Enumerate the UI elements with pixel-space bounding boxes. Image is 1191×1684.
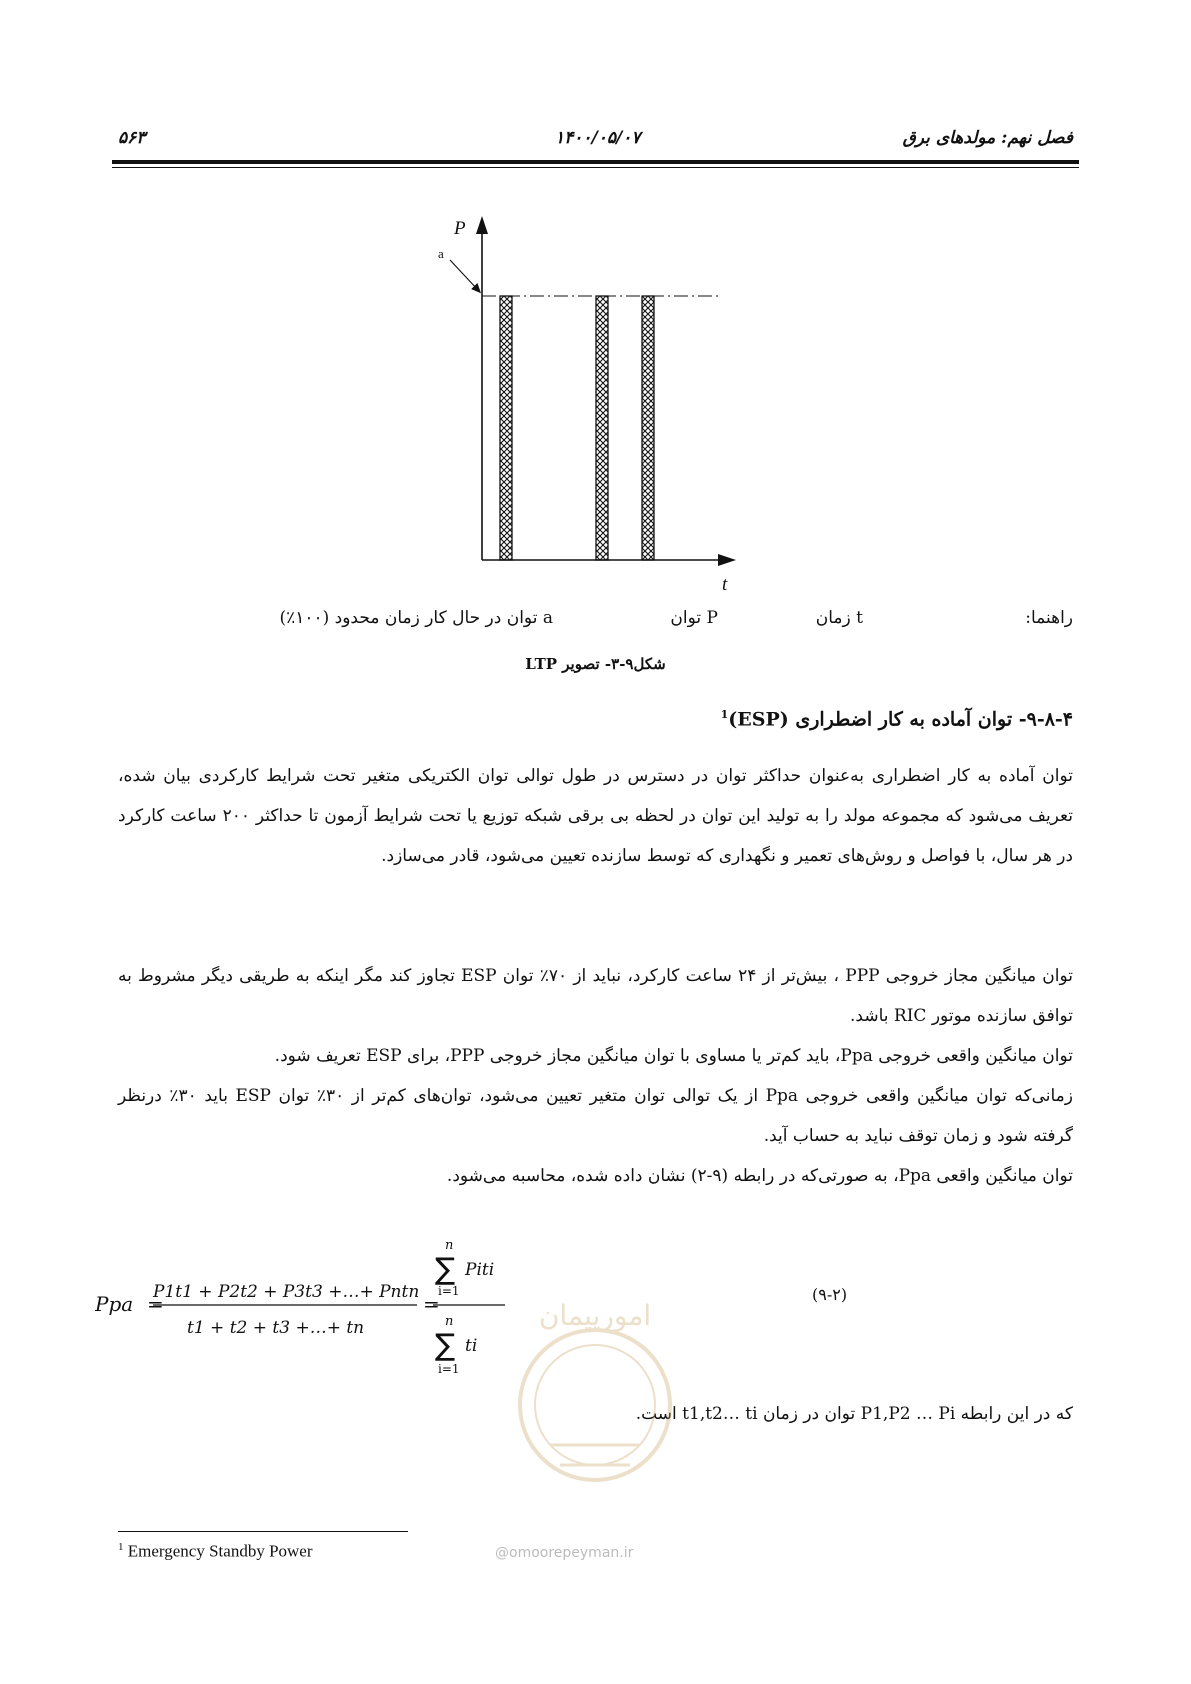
- svg-text:∑: ∑: [435, 1328, 456, 1363]
- sum-term-bottom: ti: [465, 1336, 478, 1356]
- svg-text:∑: ∑: [435, 1252, 456, 1287]
- header-rule-thin: [112, 167, 1079, 168]
- paragraph: توان میانگین مجاز خروجی PPP ، بیش‌تر از ۲۴ ساعت کارکرد، نباید از ۷۰٪ توان ESP تجاوز کند مگر اینکه به طریقی دیگر مشروط به توافق سازنده موتور RIC باشد.: [118, 966, 1074, 1026]
- paragraph: توان میانگین واقعی خروجی Ppa، باید کم‌تر یا مساوی با توان میانگین مجاز خروجی PPP، برای ESP تعریف شود.: [274, 1046, 1073, 1066]
- svg-text:n: n: [445, 1238, 454, 1253]
- equation-numerator: P1t1 + P2t2 + P3t3 +…+ Pntn: [153, 1282, 420, 1302]
- watermark-logo-text: امورپیمان: [538, 1299, 652, 1332]
- svg-text:i=1: i=1: [438, 1284, 460, 1298]
- header-page-number: ۵۶۳: [118, 128, 146, 148]
- header-chapter: فصل نهم: مولدهای برق: [902, 128, 1073, 148]
- marker-pointer: [450, 260, 478, 290]
- y-axis-label: P: [454, 218, 466, 239]
- header-rule-thick: [112, 160, 1079, 164]
- equation-label: (۹-۲): [812, 1285, 848, 1304]
- sum-term-top: Piti: [465, 1260, 495, 1280]
- paragraph: که در این رابطه P1,P2 … Pi توان در زمان t1,t2… ti است.: [635, 1404, 1073, 1424]
- paragraph: توان آماده به کار اضطراری به‌عنوان حداکثر توان در دسترس در طول توالی توان الکتریکی متغیر تحت شرایط کارکردی بیان شده، تعریف می‌شود که مجموعه مولد را به تولید این توان در لحظه بی برقی شبکه توزیع یا تحت شرایط آزمون تا حداکثر ۲۰۰ ساعت کارکرد در هر سال، با فواصل و روش‌های تعمیر و نگهداری که توسط سازنده تعیین می‌شود، قادر می‌سازد.: [118, 766, 1073, 866]
- y-axis-arrow: [476, 216, 488, 234]
- legend-item-a: a توان در حال کار زمان محدود (۱۰۰٪): [279, 608, 553, 628]
- footnote-rule: [118, 1531, 408, 1532]
- svg-text:i=1: i=1: [438, 1362, 460, 1376]
- footnote-ref: 1: [720, 708, 729, 721]
- footnote: $^1$ Emergency Standby Power: [118, 1541, 313, 1561]
- watermark-site: @omoorepeyman.ir: [495, 1545, 634, 1561]
- section-title: ۹-۸-۴- توان آماده به کار اضطراری (ESP)$^1$: [720, 708, 1073, 731]
- x-axis-arrow: [718, 554, 736, 566]
- paragraph: زمانی‌که توان میانگین واقعی خروجی Ppa از یک توالی توان متغیر تعیین می‌شود، توان‌های کم‌تر از ۳۰٪ توان ESP باید ۳۰٪ درنظر گرفته شود و زمان توقف نباید به حساب آید.: [118, 1086, 1074, 1146]
- legend-label: راهنما:: [1025, 608, 1073, 628]
- svg-text:=: =: [147, 1292, 164, 1316]
- svg-text:=: =: [423, 1292, 440, 1316]
- power-bar: [596, 296, 608, 560]
- watermark-logo: [480, 1295, 710, 1515]
- power-bar: [500, 296, 512, 560]
- legend-item-p: P توان: [670, 608, 718, 628]
- ltp-figure: [420, 212, 740, 592]
- paragraph: توان میانگین واقعی Ppa، به صورتی‌که در رابطه (۹-۲) نشان داده شده، محاسبه می‌شود.: [446, 1166, 1073, 1186]
- equation-denominator: t1 + t2 + t3 +…+ tn: [187, 1318, 365, 1338]
- equation-lhs: Ppa: [95, 1292, 134, 1316]
- figure-caption: شکل۹-۳- تصویر LTP: [525, 655, 666, 673]
- power-bar: [642, 296, 654, 560]
- header-date: ۱۴۰۰/۰۵/۰۷: [555, 128, 641, 148]
- x-axis-label: t: [722, 574, 728, 592]
- svg-text:n: n: [445, 1314, 454, 1329]
- figure-legend: [110, 608, 1073, 634]
- marker-label: a: [438, 246, 444, 261]
- legend-item-t: t زمان: [815, 608, 863, 628]
